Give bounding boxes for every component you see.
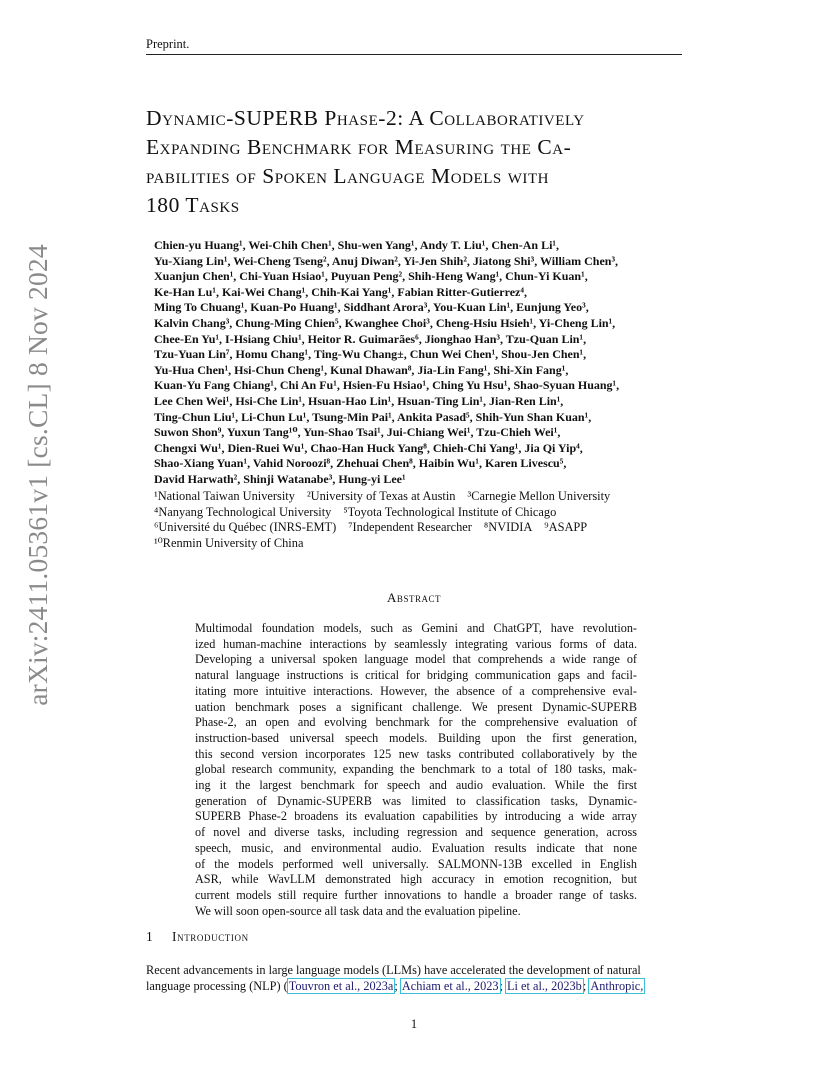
author-line: Tzu-Yuan Lin⁷, Homu Chang¹, Ting-Wu Chang±, Chun Wei Chen¹, Shou-Jen Chen¹,	[154, 347, 587, 362]
author-line: Ting-Chun Liu¹, Li-Chun Lu¹, Tsung-Min Pai¹, Ankita Pasad⁵, Shih-Yun Shan Kuan¹,	[154, 409, 592, 424]
paper-title	[146, 104, 686, 220]
citation-link[interactable]: Achiam et al., 2023	[401, 979, 499, 993]
citation-separator: ;	[499, 979, 503, 993]
citation-link[interactable]: Touvron et al., 2023a	[288, 979, 394, 993]
section-title: Introduction	[172, 929, 249, 944]
author-line: Chengxi Wu¹, Dien-Ruei Wu¹, Chao-Han Huck Yang⁸, Chieh-Chi Yang¹, Jia Qi Yip⁴,	[154, 440, 583, 455]
author-line: David Harwath², Shinji Watanabe³, Hung-yi Lee¹	[154, 471, 406, 486]
abstract-line: Phase-2, an open and evolving benchmark for the comprehensive evaluation of	[195, 715, 637, 730]
introduction-line: Recent advancements in large language models (LLMs) have accelerated the development of natural	[146, 963, 641, 977]
abstract-line: generation of Dynamic-SUPERB was limited to classification tasks, Dynamic-	[195, 793, 637, 808]
abstract-body	[195, 621, 637, 919]
affiliation: ¹National Taiwan University	[154, 489, 295, 503]
author-line: Ke-Han Lu¹, Kai-Wei Chang¹, Chih-Kai Yang¹, Fabian Ritter-Gutierrez⁴,	[154, 284, 527, 299]
affiliation: ⁷Independent Researcher	[348, 520, 472, 534]
abstract-line: current models still require further innovations to handle a broader range of tasks.	[195, 887, 637, 902]
arxiv-identifier-text: arXiv:2411.05361v1 [cs.CL] 8 Nov 2024	[22, 244, 54, 706]
abstract-line: global research community, expanding the benchmark to a total of 180 tasks, mak-	[195, 762, 637, 777]
author-line: Kalvin Chang³, Chung-Ming Chien⁵, Kwanghee Choi³, Cheng-Hsiu Hsieh¹, Yi-Cheng Lin¹,	[154, 315, 616, 330]
affiliation-row	[154, 489, 694, 505]
author-line: Suwon Shon⁹, Yuxun Tang¹⁰, Yun-Shao Tsai¹, Jui-Chiang Wei¹, Tzu-Chieh Wei¹,	[154, 425, 561, 440]
abstract-line: this second version incorporates 125 new tasks contributed collaboratively by the	[195, 746, 637, 761]
page-number: 1	[410, 1017, 418, 1031]
title-line: 180 Tasks	[146, 193, 240, 217]
affiliation: ⁶Université du Québec (INRS-EMT)	[154, 520, 337, 534]
section-heading-introduction	[146, 929, 249, 945]
affiliation-row	[154, 536, 694, 552]
affiliation: ⁹ASAPP	[544, 520, 588, 534]
author-line: Xuanjun Chen¹, Chi-Yuan Hsiao¹, Puyuan Peng², Shih-Heng Wang¹, Chun-Yi Kuan¹,	[154, 269, 588, 284]
title-line: pabilities of Spoken Language Models with	[146, 164, 550, 188]
title-line: Expanding Benchmark for Measuring the Ca-	[146, 135, 572, 159]
abstract-line: ized human-machine interactions by seamlessly integrating various forms of data.	[195, 636, 637, 651]
title-line: Dynamic-SUPERB Phase-2: A Collaboratively	[146, 106, 585, 130]
author-line: Ming To Chuang¹, Kuan-Po Huang¹, Siddhant Arora³, You-Kuan Lin¹, Eunjung Yeo³,	[154, 300, 589, 315]
abstract-line: of novel and diverse tasks, including regression and sequence generation, across	[195, 825, 637, 840]
abstract-heading: Abstract	[387, 590, 441, 605]
abstract-line: speech, music, and environmental audio. Evaluation results indicate that none	[195, 840, 637, 855]
affiliation: ³Carnegie Mellon University	[467, 489, 611, 503]
citation-link[interactable]: Anthropic,	[590, 979, 644, 993]
abstract-line: instruction-based universal speech models. Building upon the first generation,	[195, 730, 637, 745]
affiliation: ⁸NVIDIA	[483, 520, 533, 534]
abstract-line: of the models performed well universally. SALMONN-13B excelled in English	[195, 856, 637, 871]
running-header: Preprint.	[146, 37, 190, 51]
citation-link[interactable]: Li et al., 2023b	[507, 979, 582, 993]
author-line: Chee-En Yu¹, I-Hsiang Chiu¹, Heitor R. Guimarães⁶, Jionghao Han³, Tzu-Quan Lin¹,	[154, 331, 587, 346]
introduction-line-prefix: language processing (NLP) (	[146, 979, 288, 993]
affiliation: ¹⁰Renmin University of China	[154, 535, 304, 550]
affiliation-row	[154, 505, 694, 521]
affiliations	[154, 489, 694, 551]
abstract-line: Multimodal foundation models, such as Gemini and ChatGPT, have revolution-	[195, 621, 637, 635]
abstract-line: Developing a universal spoken language model that comprehends a wide range of	[195, 652, 637, 667]
abstract-line: SUPERB Phase-2 broadens its evaluation capabilities by introducing a wide array	[195, 809, 637, 824]
author-line: Lee Chen Wei¹, Hsi-Che Lin¹, Hsuan-Hao Lin¹, Hsuan-Ting Lin¹, Jian-Ren Lin¹,	[154, 393, 564, 408]
introduction-line	[146, 978, 686, 994]
citation-separator: ;	[394, 979, 398, 993]
author-line: Kuan-Yu Fang Chiang¹, Chi An Fu¹, Hsien-Fu Hsiao¹, Ching Yu Hsu¹, Shao-Syuan Huang¹,	[154, 378, 620, 393]
abstract-line: uation benchmark poses a significant challenge. We present Dynamic-SUPERB	[195, 699, 637, 714]
affiliation-row	[154, 520, 694, 536]
abstract-line: We will soon open-source all task data and the evaluation pipeline.	[195, 903, 521, 918]
author-list	[154, 238, 694, 488]
affiliation: ⁵Toyota Technological Institute of Chicago	[343, 504, 557, 519]
author-line: Yu-Xiang Lin¹, Wei-Cheng Tseng², Anuj Diwan², Yi-Jen Shih², Jiatong Shi³, William Chen³,	[154, 253, 619, 268]
author-line: Shao-Xiang Yuan¹, Vahid Noroozi⁸, Zhehuai Chen⁸, Haibin Wu¹, Karen Livescu⁵,	[154, 456, 567, 471]
author-line: Yu-Hua Chen¹, Hsi-Chun Cheng¹, Kunal Dhawan⁸, Jia-Lin Fang¹, Shi-Xin Fang¹,	[154, 362, 569, 377]
affiliation: ⁴Nanyang Technological University	[154, 504, 332, 519]
header-rule	[146, 54, 682, 55]
abstract-line: ASR, while WavLLM demonstrated high accuracy in emotion recognition, but	[195, 872, 637, 887]
affiliation: ²University of Texas at Austin	[306, 489, 456, 503]
section-number: 1	[146, 929, 154, 944]
abstract-line: natural language instructions is critical for bridging communication gaps and facil-	[195, 668, 637, 683]
abstract-line: itating more intuitive interactions. However, the absence of a comprehensive eval-	[195, 683, 637, 698]
abstract-line: ing it the largest benchmark for speech and audio evaluation. While the first	[195, 778, 637, 793]
introduction-body	[146, 962, 686, 994]
citation-separator: ;	[582, 979, 587, 993]
author-line: Chien-yu Huang¹, Wei-Chih Chen¹, Shu-wen Yang¹, Andy T. Liu¹, Chen-An Li¹,	[154, 238, 559, 252]
